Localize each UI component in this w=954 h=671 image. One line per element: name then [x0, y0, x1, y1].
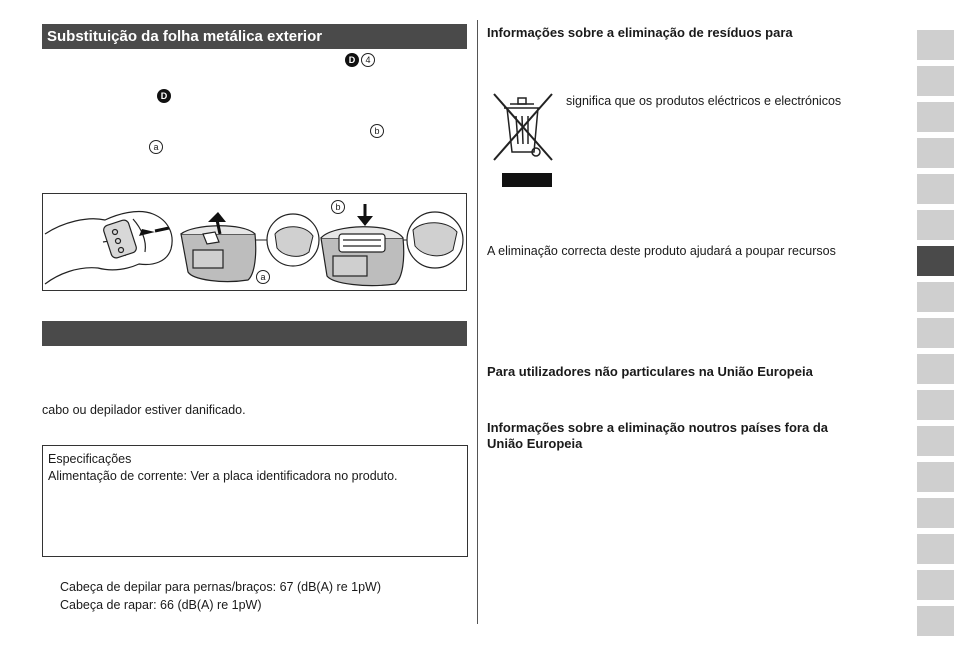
spec-power: Alimentação de corrente: Ver a placa identificadora no produto. [48, 469, 398, 483]
heading-waste-disposal: Informações sobre a eliminação de resíduos para [487, 25, 793, 40]
heading-foil-replacement-text: Substituição da folha metálica exterior [47, 28, 323, 45]
noise-legs: Cabeça de depilar para pernas/braços: 67 (dB(A) re 1pW) [60, 580, 381, 594]
side-tab [917, 498, 954, 528]
side-tab [917, 138, 954, 168]
ref-4-circle [361, 53, 375, 67]
fig-ref-b [331, 200, 345, 214]
ref-d-badge [345, 53, 359, 67]
fig-ref-a-letter: a [260, 272, 266, 282]
side-tab [917, 30, 954, 60]
ref-b-letter: b [374, 126, 380, 136]
side-tab [917, 102, 954, 132]
ref-a-letter: a [153, 142, 159, 152]
weee-symbol-text: significa que os produtos eléctricos e electrónicos [566, 94, 842, 108]
heading-bar-blank [42, 321, 467, 346]
side-tab [917, 534, 954, 564]
ref-d-letter-2: D [160, 91, 168, 101]
ref-b-circle [370, 124, 384, 138]
noise-shave: Cabeça de rapar: 66 (dB(A) re 1pW) [60, 598, 262, 612]
side-tab [917, 210, 954, 240]
fig-ref-a [256, 270, 270, 284]
disposal-benefit-text: A eliminação correcta deste produto ajudará a poupar recursos [487, 244, 836, 258]
side-tab [917, 174, 954, 204]
side-tab [917, 462, 954, 492]
foil-replacement-figure [42, 193, 467, 291]
foil-replacement-illustration [43, 194, 466, 290]
side-tab [917, 282, 954, 312]
heading-business-users: Para utilizadores não particulares na União Europeia [487, 364, 813, 379]
cable-damage-text: cabo ou depilador estiver danificado. [42, 403, 246, 417]
side-tab [917, 606, 954, 636]
column-divider [477, 20, 478, 624]
ref-a-circle [149, 140, 163, 154]
fig-ref-b-letter: b [335, 202, 341, 212]
heading-other-countries-line2: União Europeia [487, 436, 583, 451]
side-tab [917, 426, 954, 456]
heading-other-countries-line1: Informações sobre a eliminação noutros países fora da [487, 420, 828, 435]
ref-4-number: 4 [365, 55, 371, 65]
heading-foil-replacement [42, 24, 467, 49]
specifications-box [42, 445, 468, 557]
side-tab [917, 318, 954, 348]
ref-d-badge-2 [157, 89, 171, 103]
spec-title: Especificações [48, 452, 132, 466]
side-tab [917, 66, 954, 96]
side-tab [917, 354, 954, 384]
ref-d-letter: D [348, 55, 356, 65]
side-tab [917, 246, 954, 276]
side-tab [917, 570, 954, 600]
weee-bin-icon [490, 92, 560, 190]
side-tab [917, 390, 954, 420]
